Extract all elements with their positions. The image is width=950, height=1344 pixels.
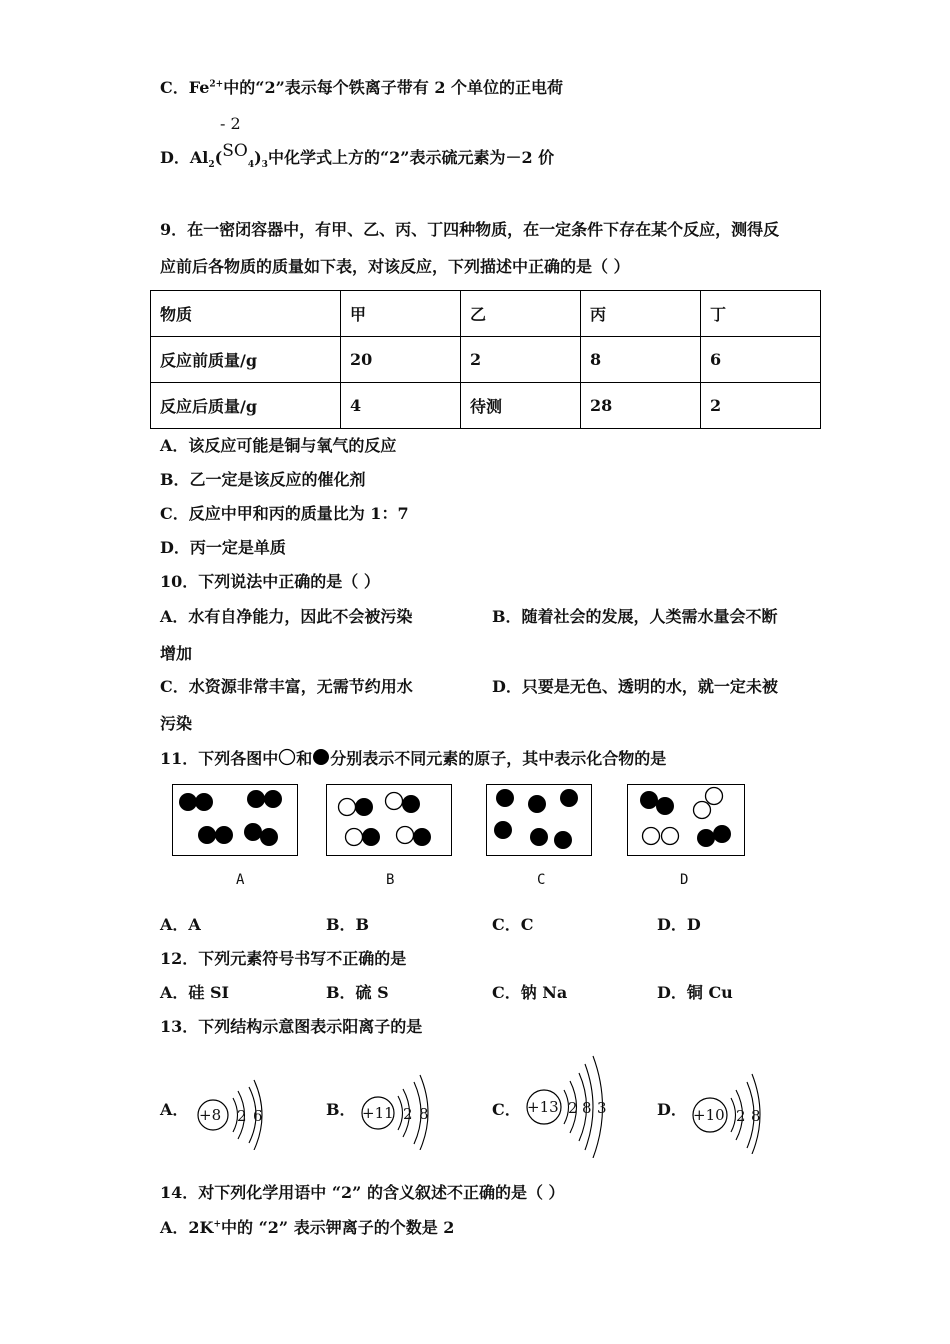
q12-option-d: D．铜 Cu (657, 983, 733, 1002)
q9-option-b: B．乙一定是该反应的催化剂 (160, 470, 366, 489)
q10-option-a: A．水有自净能力，因此不会被污染 (160, 607, 413, 626)
q11-stem: 11．下列各图中 和 分别表示不同元素的原子，其中表示化合物的是 (160, 749, 667, 768)
white-atom-icon (278, 748, 296, 766)
molecule-diagram (173, 785, 297, 855)
q13-option-a-atom-diagram (192, 1070, 272, 1150)
q13-option-b-atom-diagram (358, 1070, 438, 1150)
molecule-diagram (327, 785, 451, 855)
shell-electrons: 2 (568, 1099, 578, 1117)
q11-figure-c (486, 784, 592, 856)
q12-option-b: B．硫 S (326, 983, 389, 1002)
table-cell: 丁 (701, 291, 821, 337)
nucleus-charge: +8 (199, 1106, 222, 1124)
q9-option-c: C．反应中甲和丙的质量比为 1：7 (160, 504, 409, 523)
shell-electrons: 8 (419, 1105, 429, 1123)
q13-option-d-atom-diagram (690, 1070, 770, 1154)
q11-option-b: B．B (326, 915, 370, 934)
table-row (151, 337, 821, 383)
table-cell: 2 (701, 383, 821, 429)
q12-option-a: A．硅 SI (160, 983, 230, 1002)
q13-option-d-letter: D． (657, 1100, 687, 1119)
q9-stem-line1: 9．在一密闭容器中，有甲、乙、丙、丁四种物质，在一定条件下存在某个反应，测得反 (160, 220, 780, 239)
table-cell: 20 (341, 337, 461, 383)
table-cell: 丙 (581, 291, 701, 337)
black-atom-icon (312, 748, 330, 766)
molecule-diagram (628, 785, 744, 855)
q8-option-d: D．$Al_2(SO_4)_3$中化学式上方的“2”表示硫元素为－2 价 (160, 141, 555, 171)
q11-option-a: A．A (160, 915, 201, 934)
table-cell: 28 (581, 383, 701, 429)
q10-option-d: D．只要是无色、透明的水，就一定未被 (492, 677, 778, 696)
table-cell: 反应后质量/g (151, 383, 341, 429)
q8-option-c: C．$Fe^{2+}$中的“2”表示每个铁离子带有 2 个单位的正电荷 (160, 78, 564, 97)
table-cell: 8 (581, 337, 701, 383)
q13-option-c-letter: C． (492, 1100, 521, 1119)
table-cell: 乙 (461, 291, 581, 337)
shell-electrons: 8 (751, 1107, 761, 1125)
table-cell: 待测 (461, 383, 581, 429)
q12-option-c: C．钠 Na (492, 983, 568, 1002)
q9-option-a: A．该反应可能是铜与氧气的反应 (160, 436, 397, 455)
shell-electrons: 2 (736, 1107, 746, 1125)
q11-option-d: D．D (657, 915, 701, 934)
table-cell: 4 (341, 383, 461, 429)
q11-figure-d-label: D (680, 872, 689, 888)
q13-option-c-atom-diagram (524, 1048, 614, 1158)
q8-option-d-valence: - 2 (220, 114, 241, 133)
q11-figure-b-label: B (386, 872, 395, 888)
shell-electrons: 8 (582, 1099, 592, 1117)
molecule-diagram (487, 785, 591, 855)
nucleus-charge: +10 (693, 1106, 725, 1124)
nucleus-charge: +11 (362, 1104, 394, 1122)
nucleus-charge: +13 (527, 1098, 559, 1116)
q11-figure-c-label: C (537, 872, 546, 888)
q14-option-a: A．2K+中的 “2” 表示钾离子的个数是 2 (160, 1218, 455, 1237)
table-cell: 物质 (151, 291, 341, 337)
table-row (151, 383, 821, 429)
q9-option-d: D．丙一定是单质 (160, 538, 286, 557)
q14-stem: 14．对下列化学用语中 “2” 的含义叙述不正确的是（ ） (160, 1183, 565, 1202)
q11-figure-a-label: A (236, 872, 245, 888)
q11-figure-b (326, 784, 452, 856)
q10-option-b-cont: 增加 (160, 644, 193, 663)
table-cell: 反应前质量/g (151, 337, 341, 383)
q10-option-d-cont: 污染 (160, 714, 193, 733)
table-header-row (151, 291, 821, 337)
q11-figure-d (627, 784, 745, 856)
q13-option-b-letter: B． (326, 1100, 356, 1119)
shell-electrons: 2 (237, 1107, 247, 1125)
q9-mass-table (150, 290, 821, 429)
shell-electrons: 2 (403, 1105, 413, 1123)
shell-electrons: 3 (597, 1099, 607, 1117)
q13-stem: 13．下列结构示意图表示阳离子的是 (160, 1017, 423, 1036)
q10-stem: 10．下列说法中正确的是（ ） (160, 572, 380, 591)
q10-option-c: C．水资源非常丰富，无需节约用水 (160, 677, 413, 696)
q11-option-c: C．C (492, 915, 534, 934)
q13-option-a-letter: A． (160, 1100, 189, 1119)
table-cell: 甲 (341, 291, 461, 337)
q11-figure-a (172, 784, 298, 856)
table-cell: 2 (461, 337, 581, 383)
q10-option-b: B．随着社会的发展，人类需水量会不断 (492, 607, 778, 626)
q12-stem: 12．下列元素符号书写不正确的是 (160, 949, 407, 968)
table-cell: 6 (701, 337, 821, 383)
q9-stem-line2: 应前后各物质的质量如下表，对该反应，下列描述中正确的是（ ） (160, 257, 630, 276)
shell-electrons: 6 (253, 1107, 263, 1125)
